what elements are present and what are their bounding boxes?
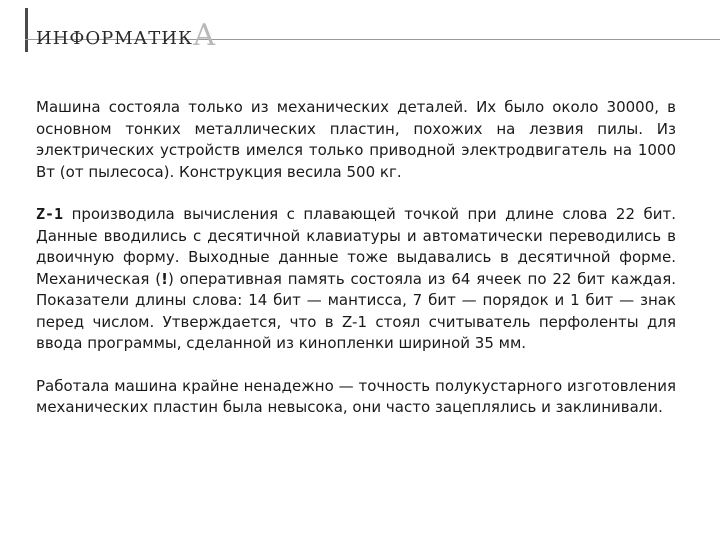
paragraph-3: Работала машина крайне ненадежно — точность полукустарного изготовления механических пластин была невысока, они часто зацеплялись и заклинивали.	[36, 376, 676, 416]
slide-body	[36, 97, 676, 440]
machine-name: Z-1	[36, 205, 64, 223]
paragraph-2-text-b: ) оперативная память состояла из 64 ячеек по 22 бит каждая. Показатели длины слова: 14 бит — мантисса, 7 бит — порядок и 1 бит — знак перед числом. Утверждается, что в Z-1 стоял считыватель перфоленты для ввода программы, сделанной из кинопленки шириной 35 мм.	[36, 269, 676, 352]
header-vertical-rule	[25, 8, 28, 52]
exclamation-mark: !	[161, 269, 168, 288]
logo-last-letter: А	[192, 18, 216, 53]
logo-text: ИНФОРМАТИК	[36, 28, 193, 49]
slide-logo	[36, 17, 216, 52]
paragraph-2-text-a: производила вычисления с плавающей точкой при длине слова 22 бит. Данные вводились с десятичной клавиатуры и автоматически переводились в двоичную форму. Выходные данные тоже выдавались в десятичной форме. Механическая (	[36, 205, 676, 288]
paragraph-1: Машина состояла только из механических деталей. Их было около 30000, в основном тонких металлических пластин, похожих на лезвия пилы. Из электрических устройств имелся только приводной электродвигатель на 1000 Вт (от пылесоса). Конструкция весила 500 кг.	[36, 98, 676, 181]
paragraph-2	[36, 204, 676, 355]
